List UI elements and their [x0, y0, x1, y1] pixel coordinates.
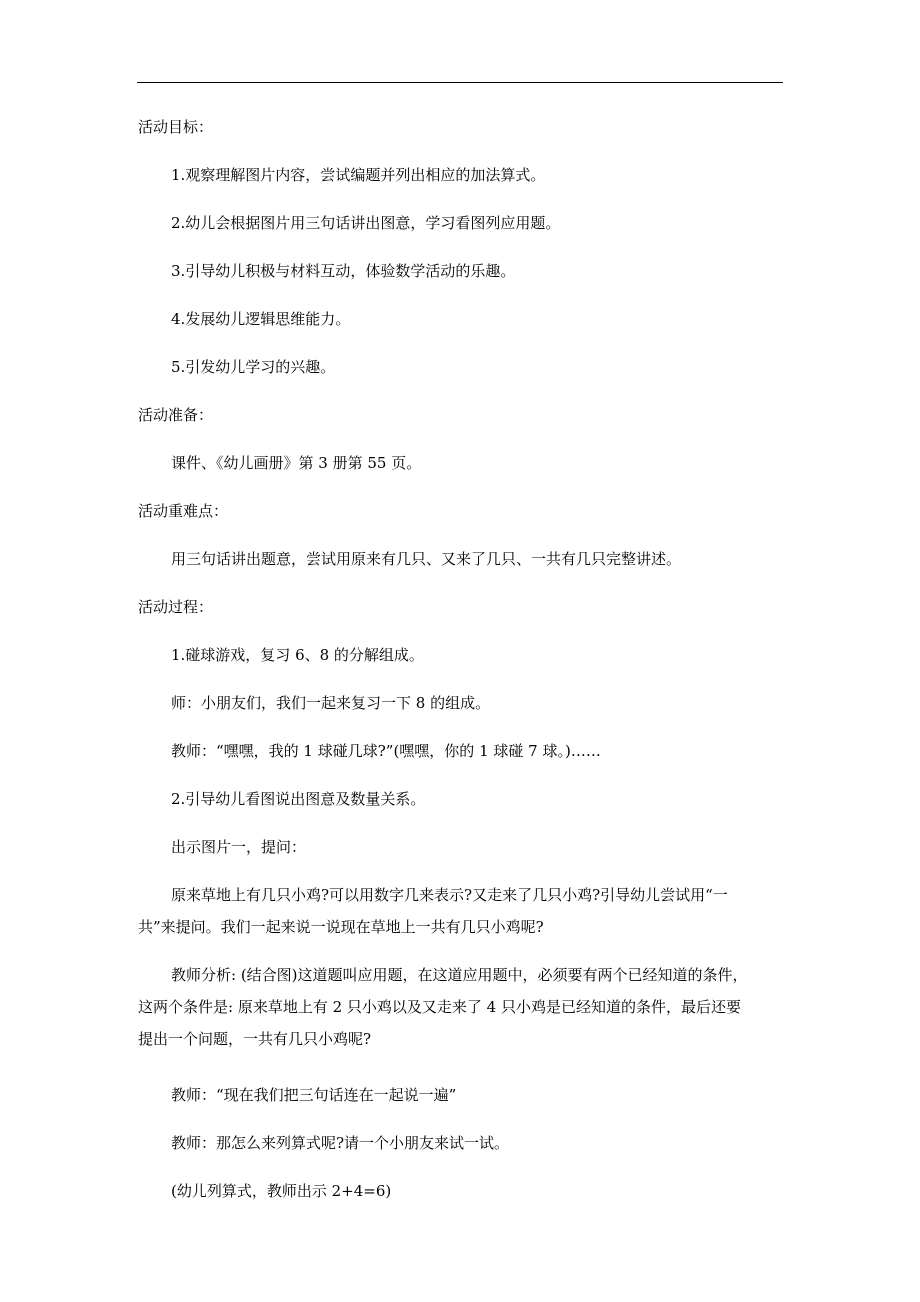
heading-prep: 活动准备：	[138, 406, 214, 424]
prep-text: 课件、《幼儿画册》第 3 册第 55 页。	[171, 454, 422, 472]
process-child-equation: (幼儿列算式，教师出示 2+4=6)	[171, 1182, 392, 1200]
goal-item-4: 4.发展幼儿逻辑思维能力。	[171, 310, 351, 328]
key-text: 用三句话讲出题意，尝试用原来有几只、又来了几只、一共有几只完整讲述。	[171, 550, 682, 568]
header-rule	[137, 82, 783, 83]
goal-item-5: 5.引发幼儿学习的兴趣。	[171, 358, 336, 376]
heading-key: 活动重难点：	[138, 502, 229, 520]
process-analysis-paragraph: 教师分析: (结合图)这道题叫应用题，在这道应用题中，必须要有两个已经知道的条件，这两个条件是: 原来草地上有 2 只小鸡以及又走来了 4 只小鸡是已经知道的条件，最后还要提出一个问题，一共有几只小鸡呢?	[138, 966, 748, 1048]
process-step-1: 1.碰球游戏，复习 6、8 的分解组成。	[171, 646, 424, 664]
process-show-picture: 出示图片一，提问：	[171, 838, 307, 856]
process-question-paragraph: 原来草地上有几只小鸡?可以用数字几来表示?又走来了几只小鸡?引导幼儿尝试用“一共”来提问。我们一起来说一说现在草地上一共有几只小鸡呢?	[138, 886, 728, 936]
process-teacher-intro: 师：小朋友们，我们一起来复习一下 8 的组成。	[171, 694, 491, 712]
process-step-2: 2.引导幼儿看图说出图意及数量关系。	[171, 790, 426, 808]
heading-goals: 活动目标：	[138, 118, 214, 136]
goal-item-3: 3.引导幼儿积极与材料互动，体验数学活动的乐趣。	[171, 262, 516, 280]
goal-item-2: 2.幼儿会根据图片用三句话讲出图意，学习看图列应用题。	[171, 214, 561, 232]
goal-item-1: 1.观察理解图片内容，尝试编题并列出相应的加法算式。	[171, 166, 546, 184]
heading-process: 活动过程：	[138, 598, 214, 616]
process-teacher-equation: 教师：那怎么来列算式呢?请一个小朋友来试一试。	[171, 1134, 510, 1152]
process-teacher-repeat: 教师：“现在我们把三句话连在一起说一遍”	[171, 1086, 457, 1104]
process-teacher-dialog: 教师：“嘿嘿，我的 1 球碰几球?”(嘿嘿，你的 1 球碰 7 球。)……	[171, 742, 601, 760]
